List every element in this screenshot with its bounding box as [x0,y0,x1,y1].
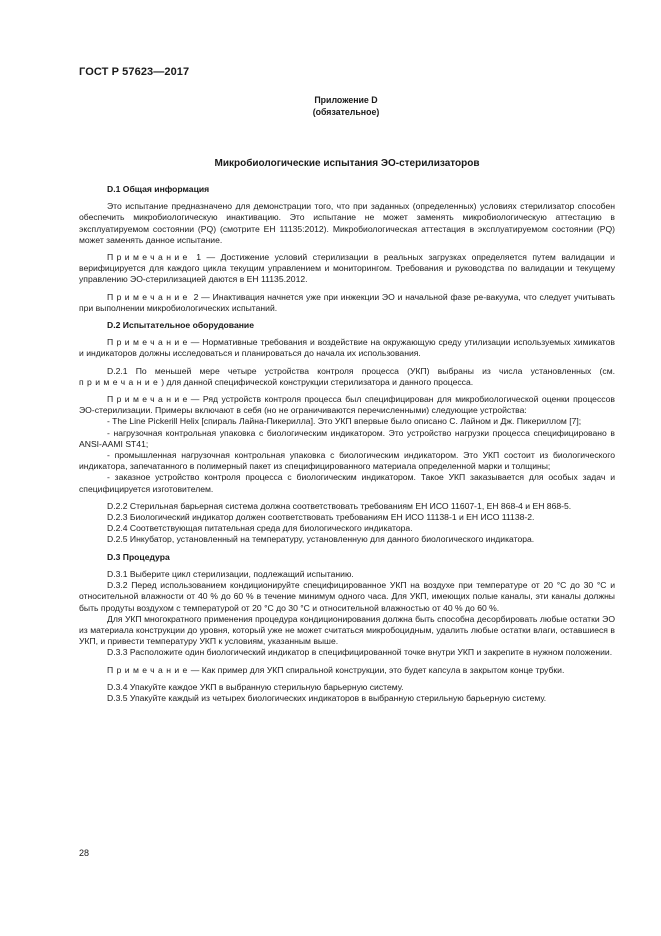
note-text: — Нормативные требования и воздействие на окружающую среду утилизации используемых химикатов и индикаторов должны исследоваться и планироваться до начала их использования. [79,337,615,359]
document-title: Микробиологические испытания ЭО-стерилизаторов [214,158,480,169]
clause-paragraph: D.2.2 Стерильная барьерная система должна соответствовать требованиям ЕН ИСО 11607-1, ЕН 868-4 и ЕН 868-5. [107,500,572,511]
note-paragraph [79,394,615,416]
note-label: Примечание [107,291,191,302]
clause-paragraph: D.3.4 Упакуйте каждое УКП в выбранную стерильную барьерную систему. [107,681,404,692]
list-item: - промышленная нагрузочная контрольная упаковка с биологическим индикатором. Это УКП состоит из биологического индикатора, запечатанного в полимерный пакет из специфицированного материала определенной марки и толщины; [79,450,615,472]
note-paragraph [79,665,615,676]
clause-paragraph: D.3.5 Упакуйте каждый из четырех биологических индикаторов в выбранную стерильную барьерную систему. [107,692,547,703]
page-number: 28 [79,848,90,858]
note-paragraph [79,292,615,314]
spaced-word: примечание [79,376,162,387]
list-item: - The Line Pickerill Helix [спираль Лайна-Пикерилла]. Это УКП впервые было описано С. Лайном и Дж. Пикериллом [7]; [107,416,582,427]
note-text: — Ряд устройств контроля процесса был специфицирован для микробиологической оценки процессов ЭО-стерилизации. Примеры включают в себя (но не ограничиваются перечисленными) следующие устройства: [79,394,615,416]
paragraph: Для УКП многократного применения процедура кондиционирования должна быть способна десорбировать любые остатки ЭО из материала конструкции до уровня, который уже не может считаться микробоцидным, удалить любые остатки влаги, оставшиеся в УКП, и привести температуру УКП к условиям, указанным выше. [79,613,615,647]
note-text: 1 — Достижение условий стерилизации в реальных загрузках определяется путем валидации и верифицируется для каждого цикла текущим управлением и мониторингом. Требования и руководства по валидации и текущему управлению ЭО-стерилизацией даются в ЕН 11135.2012. [79,252,615,285]
appendix-status: (обязательное) [312,107,380,117]
note-label: Примечание [107,337,191,348]
clause-paragraph: D.3.1 Выберите цикл стерилизации, подлежащий испытанию. [107,568,354,579]
clause-paragraph: D.2.5 Инкубатор, установленный на температуру, установленную для данного биологического индикатора. [107,534,535,545]
clause-paragraph: D.2.4 Соответствующая питательная среда для биологического индикатора. [107,523,413,534]
note-label: Примечание [107,252,191,263]
appendix-title: Приложение D [314,95,378,105]
clause-paragraph: D.3.3 Расположите один биологический индикатор в специфицированной точке внутри УКП и закрепите в нужном положении. [107,647,613,658]
clause-text: ) для данной специфической конструкции стерилизатора и данного процесса. [161,376,474,387]
standard-header: ГОСТ Р 57623—2017 [79,66,190,78]
section-heading: D.2 Испытательное оборудование [107,320,254,331]
note-text: — Как пример для УКП спиральной конструкции, это будет капсула в закрытом конце трубки. [190,664,565,675]
paragraph: Это испытание предназначено для демонстрации того, что при заданных (определенных) условиях стерилизатор способен обеспечить микробиологическую инактивацию. Это испытание не может заменять микробиологическую аттестацию в эксплуатируемом состоянии (PQ) (смотрите ЕН 11135:2012). Микробиологическая аттестация в эксплуатируемом состоянии (PQ) может заменять данное испытание. [79,201,615,245]
clause-paragraph [79,366,615,388]
note-label: Примечание [107,394,191,405]
note-text: 2 — Инактивация начнется уже при инжекции ЭО и начальной фазе ре-вакуума, что следует учитывать при выполнении микробиологических испытаний. [79,291,615,313]
section-heading: D.1 Общая информация [107,184,210,194]
list-item: - нагрузочная контрольная упаковка с биологическим индикатором. Это устройство нагрузки процесса специфицировано в ANSI-AAMI ST41; [79,427,615,449]
document-body [79,184,615,704]
clause-paragraph: D.3.2 Перед использованием кондиционируйте специфицированное УКП на воздухе при температуре от 20 °С до 30 °С и относительной влажности от 40 % до 60 % в течение минимум одного часа. Для УКП, имеющих полые каналы, эти каналы должны быть продуты воздухом с температурой от 20 °С до 30 °С и относительной влажностью от 40 % до 60 %. [79,580,615,613]
note-paragraph [79,337,615,359]
note-label: Примечание [107,664,191,675]
note-paragraph [79,252,615,286]
section-heading: D.3 Процедура [107,551,170,562]
list-item: - заказное устройство контроля процесса с биологическим индикатором. Такое УКП заказывается для особых задач и специфицируется изготовителем. [79,472,615,494]
clause-text: D.2.1 По меньшей мере четыре устройства контроля процесса (УКП) выбраны из числа установленных (см. [107,365,615,376]
clause-paragraph: D.2.3 Биологический индикатор должен соответствовать требованиям ЕН ИСО 11138-1 и ЕН ИСО 11138-2. [107,512,535,523]
